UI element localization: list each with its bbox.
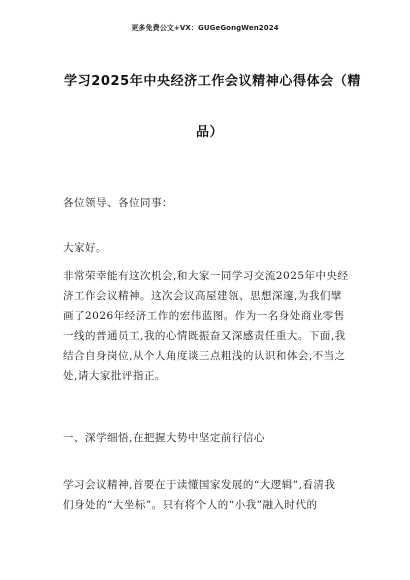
paragraph-line: 济工作会议精神。这次会议高屋建瓴、思想深邃,为我们擘: [63, 290, 342, 302]
paragraph-line: 学习会议精神,首要在于读懂国家发展的“大逻辑”,看清我: [63, 479, 336, 491]
paragraph-line: 处,请大家批评指正。: [63, 370, 166, 382]
section-heading-1: 一、深学细悟,在把握大势中坚定前行信心: [63, 432, 265, 444]
greeting: 各位领导、各位同事：: [63, 197, 173, 209]
paragraph-line: 结合自身岗位,从个人角度谈三点粗浅的认识和体会,不当之: [63, 350, 346, 362]
paragraph-line: 们身处的“大坐标”。只有将个人的“小我”融入时代的: [63, 499, 318, 511]
paragraph-1: [63, 266, 355, 386]
document-title-line-1: 学习2025年中央经济工作会议精神心得体会（精: [64, 74, 361, 89]
document-title-line-2: 品）: [196, 125, 224, 140]
paragraph-line: 画了2026年经济工作的宏伟蓝图。作为一名身处商业零售: [63, 310, 345, 322]
paragraph-line: 非常荣幸能有这次机会,和大家一同学习交流2025年中央经: [63, 270, 349, 282]
header-note: 更多免费公文+VX：GUGeGongWen2024: [131, 24, 279, 32]
paragraph-2: [63, 475, 355, 515]
paragraph-line: 一线的普通员工,我的心情既振奋又深感责任重大。下面,我: [63, 330, 346, 342]
hello-line: 大家好。: [63, 242, 107, 254]
